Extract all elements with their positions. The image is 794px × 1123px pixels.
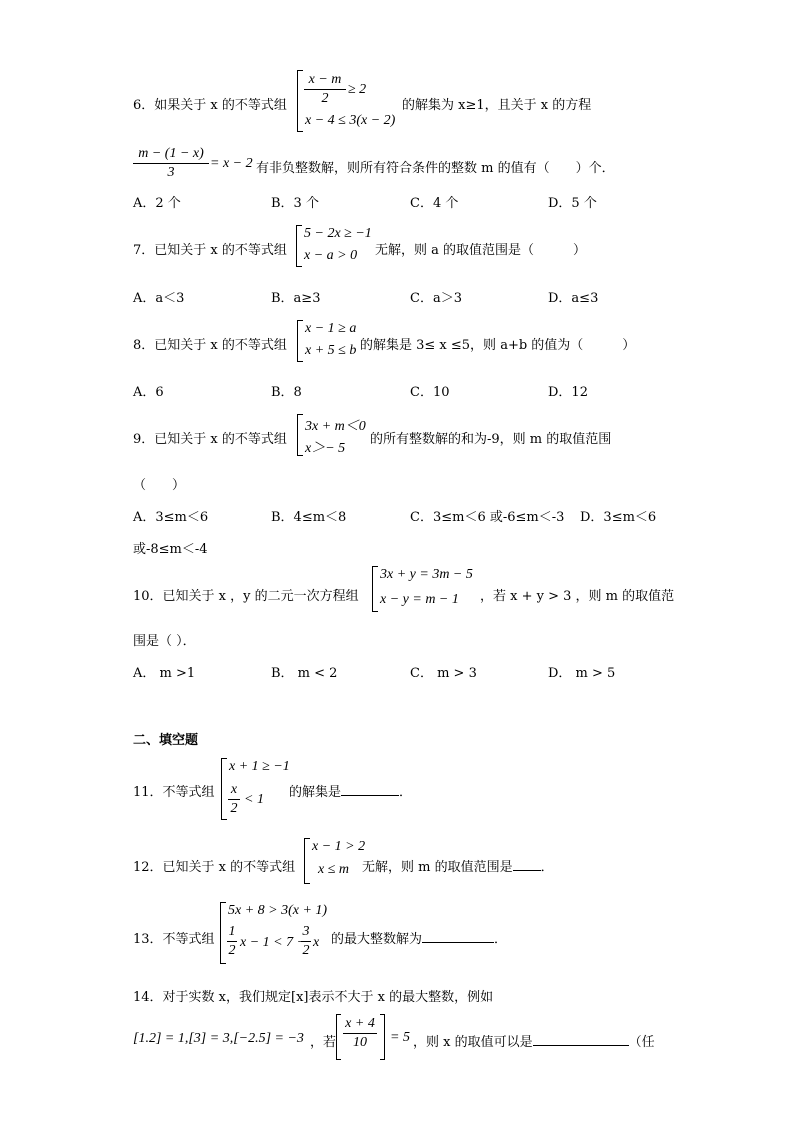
- q10-option-a[interactable]: A． m >1: [133, 666, 196, 681]
- q14-stem-line1: 14．对于实数 x，我们规定[x]表示不大于 x 的最大整数，例如: [133, 990, 494, 1005]
- q12-stem-prefix: 12．已知关于 x 的不等式组: [133, 860, 296, 875]
- q11-frac-den: 2: [230, 801, 238, 816]
- q6-brace: [297, 70, 303, 132]
- q6-eq-num: m − (1 − x): [138, 146, 204, 161]
- q8-option-d[interactable]: D．12: [548, 385, 588, 400]
- q10-brace: [372, 566, 378, 612]
- q14-stem-post: [413, 1031, 655, 1050]
- q8-line1: x − 1 ≥ a: [305, 321, 357, 336]
- q10-stem-prefix: 10．已知关于 x ，y 的二元一次方程组: [133, 589, 359, 604]
- q13-frac-a-den: 2: [228, 943, 236, 958]
- q12-end: ．: [540, 860, 554, 875]
- q9-option-b[interactable]: B．4≤m＜8: [271, 510, 347, 525]
- q6-frac-den: 2: [321, 91, 329, 106]
- q7-brace: [296, 225, 302, 267]
- q14-fraction: [343, 1016, 377, 1051]
- q10-line1: 3x + y = 3m − 5: [380, 567, 473, 582]
- q11-brace: [221, 758, 227, 820]
- q12-answer-blank[interactable]: [513, 856, 541, 871]
- q8-option-b[interactable]: B．8: [271, 385, 302, 400]
- q13-stem-prefix: 13．不等式组: [133, 932, 215, 947]
- q9-line2: x＞− 5: [305, 441, 346, 456]
- q8-brace: [297, 320, 303, 362]
- q9-line1: 3x + m＜0: [305, 419, 366, 434]
- q6-option-d[interactable]: D．5 个: [548, 196, 597, 211]
- q7-stem-post: 无解，则 a 的取值范围是（ ）: [375, 243, 587, 258]
- q13-fraction-b: [301, 924, 311, 959]
- q9-option-d[interactable]: D．3≤m＜6: [580, 510, 657, 525]
- q6-option-c[interactable]: C．4 个: [410, 196, 459, 211]
- q13-brace: [220, 902, 226, 964]
- q14-floor-bracket-left: [336, 1014, 341, 1060]
- q12-line2: x ≤ m: [318, 862, 350, 877]
- q8-option-a[interactable]: A．6: [133, 385, 164, 400]
- q13-line2-end: x: [313, 935, 320, 950]
- q13-frac-a-num: 1: [228, 924, 236, 939]
- q13-frac-b-den: 2: [302, 943, 310, 958]
- q13-line2-mid: x − 1 < 7 −: [240, 935, 307, 950]
- q13-frac-b-num: 3: [302, 924, 310, 939]
- q6-option-b[interactable]: B．3 个: [271, 196, 319, 211]
- q7-option-a[interactable]: A．a＜3: [133, 291, 185, 306]
- q12-brace: [304, 838, 310, 884]
- q14-frac-den: 10: [353, 1035, 367, 1050]
- q9-answer-paren: （ ）: [133, 478, 186, 493]
- q6-stem-prefix: 6．如果关于 x 的不等式组: [133, 98, 287, 113]
- q9-brace: [297, 414, 303, 456]
- q10-option-d[interactable]: D． m > 5: [548, 666, 616, 681]
- q14-floor-bracket-right: [380, 1014, 385, 1060]
- q11-fraction: [228, 782, 240, 817]
- q8-stem-post: 的解集是 3≤ x ≤5，则 a+b 的值为（ ）: [360, 338, 636, 353]
- q12-stem-post: [362, 856, 554, 875]
- q7-stem-prefix: 7．已知关于 x 的不等式组: [133, 243, 287, 258]
- q9-stem-post: 的所有整数解的和为-9，则 m 的取值范围: [370, 432, 612, 447]
- q9-option-c[interactable]: C．3≤m＜6 或-6≤m＜-3: [410, 510, 565, 525]
- q14-post-text: ，则 x 的取值可以是: [413, 1035, 533, 1050]
- q13-stem-post: [331, 928, 507, 947]
- section-title-fill-blank: 二、填空题: [133, 733, 199, 748]
- q8-option-c[interactable]: C．10: [410, 385, 450, 400]
- q13-fraction-a: [227, 924, 237, 959]
- q14-rhs: = 5: [390, 1030, 410, 1045]
- q6-stem-mid: 的解集为 x≥1，且关于 x 的方程: [402, 98, 592, 113]
- q12-line1: x − 1 > 2: [312, 839, 366, 854]
- q7-option-d[interactable]: D．a≤3: [548, 291, 599, 306]
- q9-option-a[interactable]: A．3≤m＜6: [133, 510, 209, 525]
- q9-option-d-cont: 或-8≤m＜-4: [133, 542, 208, 557]
- q11-post-text: 的解集是: [289, 785, 342, 800]
- q7-option-b[interactable]: B．a≥3: [271, 291, 321, 306]
- q10-stem-post: ，若 x + y > 3 ，则 m 的取值范: [480, 589, 675, 604]
- q6-eq-den: 3: [167, 165, 175, 180]
- q11-frac-num: x: [230, 782, 238, 797]
- q6-eq-rhs: = x − 2: [210, 156, 253, 171]
- q11-line1: x + 1 ≥ −1: [229, 759, 290, 774]
- q11-answer-blank[interactable]: [341, 781, 399, 796]
- q8-stem-prefix: 8．已知关于 x 的不等式组: [133, 338, 287, 353]
- q7-line1: 5 − 2x ≥ −1: [304, 226, 372, 241]
- q11-stem-prefix: 11．不等式组: [133, 785, 215, 800]
- q14-answer-blank[interactable]: [533, 1031, 629, 1046]
- q12-post-text: 无解，则 m 的取值范围是: [362, 860, 513, 875]
- q11-line2-rhs: < 1: [244, 792, 264, 807]
- q10-option-b[interactable]: B． m < 2: [271, 666, 338, 681]
- q10-line2: x − y = m − 1: [380, 592, 459, 607]
- q14-frac-num: x + 4: [345, 1016, 375, 1031]
- q6-frac-num: x − m: [308, 72, 342, 87]
- q14-tail: （任: [628, 1035, 655, 1050]
- q6-line2: x − 4 ≤ 3(x − 2): [305, 113, 396, 128]
- q10-stem-cont: 围是（ ）．: [133, 634, 196, 649]
- q11-end: ．: [399, 785, 413, 800]
- q14-examples: [1.2] = 1,[3] = 3,[−2.5] = −3: [133, 1031, 304, 1046]
- q11-stem-post: [289, 781, 412, 800]
- q7-line2: x − a > 0: [304, 248, 358, 263]
- q6-line1-rhs: ≥ 2: [348, 82, 367, 97]
- q6-fraction: [304, 72, 346, 107]
- q8-line2: x + 5 ≤ b: [305, 343, 357, 358]
- q13-end: ．: [494, 932, 508, 947]
- q7-option-c[interactable]: C．a＞3: [410, 291, 462, 306]
- q14-stem-mid: ，若: [310, 1035, 337, 1050]
- q9-stem-prefix: 9．已知关于 x 的不等式组: [133, 432, 287, 447]
- q6-eq-fraction: [133, 146, 209, 181]
- q6-option-a[interactable]: A．2 个: [133, 196, 181, 211]
- q10-option-c[interactable]: C． m > 3: [410, 666, 477, 681]
- q13-line1: 5x + 8 > 3(x + 1): [228, 903, 328, 918]
- q13-post-text: 的最大整数解为: [331, 932, 423, 947]
- q13-answer-blank[interactable]: [422, 928, 494, 943]
- q6-stem-post: 有非负整数解，则所有符合条件的整数 m 的值有（ ）个．: [256, 161, 615, 176]
